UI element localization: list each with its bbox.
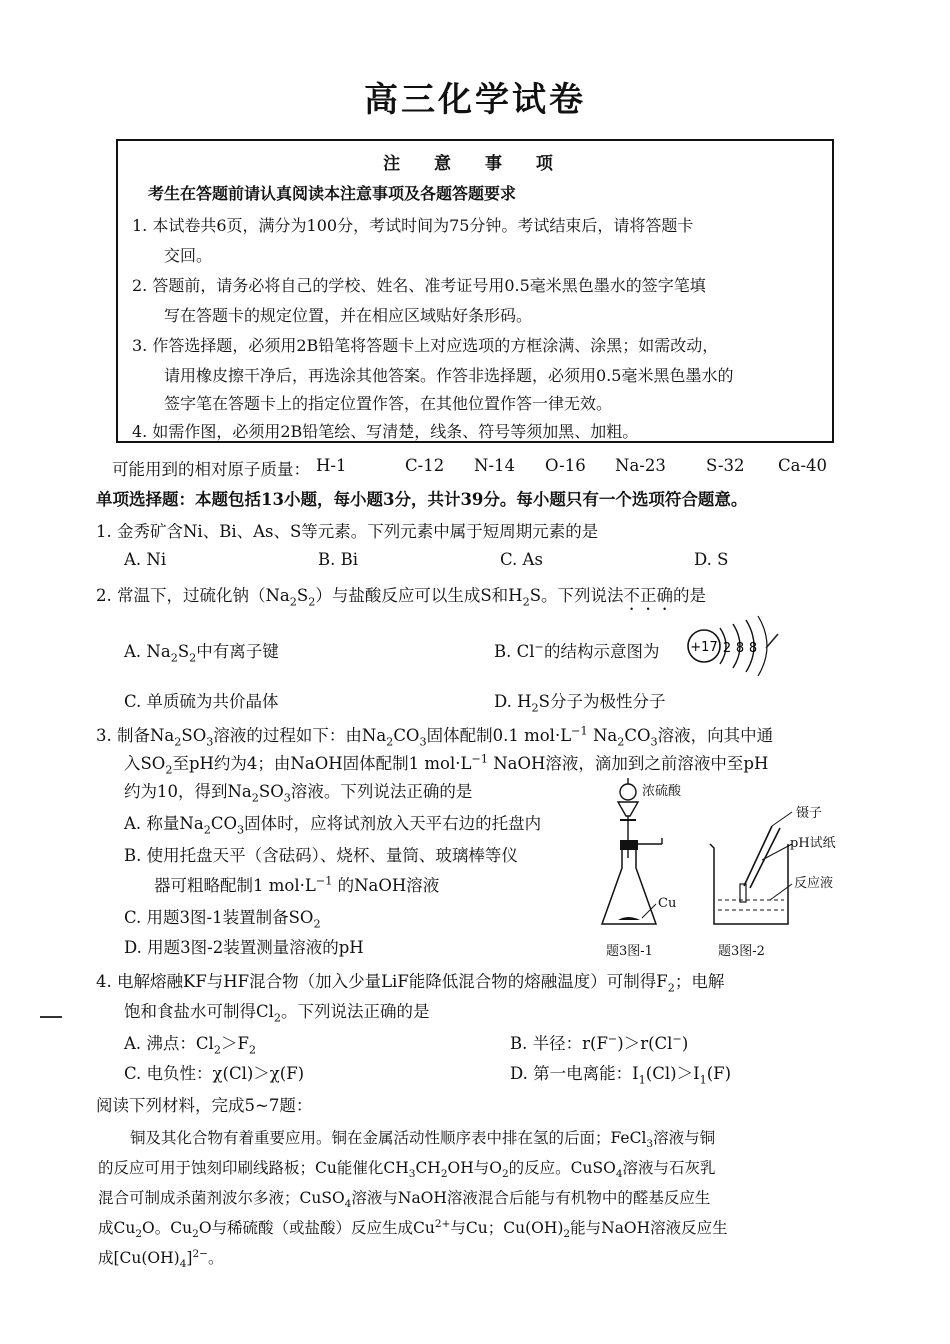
tweezers-arm — [744, 826, 772, 886]
beaker — [710, 844, 788, 924]
question-3-stem-line3: 约为10，得到$Na_2SO_3$溶液。下列说法正确的是 — [124, 782, 473, 805]
figure-3-2-apparatus — [700, 800, 800, 940]
atomic-mass-item: N-14 — [474, 456, 516, 475]
q4-option-d: D. 第一电离能：$I_1(Cl)>I_1(F)$ — [510, 1064, 732, 1087]
notice-line: 1. 本试卷共6页，满分为100分，考试时间为75分钟。考试结束后，请将答题卡 — [132, 216, 694, 235]
notice-box — [116, 139, 834, 443]
atomic-mass-item: Ca-40 — [778, 456, 828, 475]
funnel-bulb — [620, 784, 636, 800]
q3-option-d: D. 用题3图-2装置测量溶液的pH — [124, 938, 364, 957]
section-header: 单项选择题：本题包括13小题，每小题3分，共计39分。每小题只有一个选项符合题意。 — [96, 490, 748, 509]
q2-option-d: D. $H_2S$分子为极性分子 — [494, 692, 666, 715]
q3-option-a: A. 称量$Na_2CO_3$固体时，应将试剂放入天平右边的托盘内 — [124, 814, 542, 837]
emphasis-not-correct: 不正确 — [623, 586, 674, 605]
q1-option-c: C. As — [500, 550, 543, 569]
q1-option-d: D. S — [694, 550, 729, 569]
passage-line: 混合可制成杀菌剂波尔多液；CuSO$_4$溶液与NaOH溶液混合后能与有机物中的醛基反应生 — [98, 1189, 711, 1211]
conical-flask — [602, 850, 656, 924]
shell-electrons: 8 — [735, 641, 745, 656]
q4-option-a: A. 沸点：$Cl_2>F_2$ — [124, 1034, 257, 1057]
atomic-mass-item: O-16 — [545, 456, 586, 475]
passage-line: 铜及其化合物有着重要应用。铜在金属活动性顺序表中排在氢的后面；FeCl$_3$溶液与铜 — [130, 1129, 716, 1151]
funnel-body — [618, 802, 638, 816]
atomic-mass-item: C-12 — [405, 456, 445, 475]
q4-option-c: C. 电负性：χ(Cl)＞χ(F) — [124, 1064, 305, 1083]
figure-3-1-apparatus — [590, 772, 710, 962]
passage-line: 成$[Cu(OH)_4]^{2-}$。 — [98, 1247, 224, 1271]
q3-option-b-cont: 器可粗略配制1 $mol\cdot L^{-1}$ 的NaOH溶液 — [154, 874, 440, 895]
notice-line: 3. 作答选择题，必须用2B铅笔将答题卡上对应选项的方框涂满、涂黑；如需改动， — [132, 336, 719, 355]
figure-3-1-caption: 题3图-1 — [606, 944, 653, 959]
shell-electrons: 2 — [722, 641, 732, 656]
question-3-stem-line2: 入$SO_2$至pH约为4；由NaOH固体配制1 $mol\cdot L^{-1}$ NaOH溶液，滴加到之前溶液中至pH — [124, 752, 769, 777]
page-title: 高三化学试卷 — [364, 80, 586, 120]
label-ph-paper: pH试纸 — [790, 836, 836, 851]
copper-pieces — [618, 917, 640, 920]
notice-line: 2. 答题前，请务必将自己的学校、姓名、准考证号用0.5毫米黑色墨水的签字笔填 — [132, 276, 706, 295]
reading-intro: 阅读下列材料，完成5~7题： — [96, 1096, 313, 1115]
flask-stopper — [620, 840, 638, 850]
q1-option-b: B. Bi — [318, 550, 359, 569]
question-1-stem: 1. 金秀矿含Ni、Bi、As、S等元素。下列元素中属于短周期元素的是 — [96, 522, 599, 541]
question-4-stem-line2: 饱和食盐水可制得$Cl_2$。下列说法正确的是 — [124, 1002, 430, 1025]
figure-3-2-caption: 题3图-2 — [718, 944, 765, 959]
atomic-mass-item: H-1 — [316, 456, 347, 475]
label-reaction-liquid: 反应液 — [794, 876, 834, 891]
q1-option-a: A. Ni — [124, 550, 167, 569]
label-conc-sulfuric-acid: 浓硫酸 — [642, 784, 682, 799]
tweezers-leader — [772, 812, 792, 826]
passage-line: 成$Cu_2O$。$Cu_2O$与稀硫酸（或盐酸）反应生成$Cu^{2+}$与Cu；$Cu(OH)_2$能与NaOH溶液反应生 — [98, 1217, 728, 1241]
q3-option-c: C. 用题3图-1装置制备$SO_2$ — [124, 908, 321, 931]
q4-option-b: B. 半径：r(F−)＞r(Cl−) — [510, 1032, 689, 1053]
q2-option-c: C. 单质硫为共价晶体 — [124, 692, 279, 711]
q3-option-b: B. 使用托盘天平（含砝码）、烧杯、量筒、玻璃棒等仪 — [124, 846, 518, 865]
notice-line: 签字笔在答题卡上的指定位置作答，在其他位置作答一律无效。 — [164, 394, 613, 413]
notice-line: 写在答题卡的规定位置，并在相应区域贴好条形码。 — [164, 306, 533, 325]
question-3-stem-line1: 3. 制备$Na_2SO_3$溶液的过程如下：由$Na_2CO_3$固体配制0.1 $mol\cdot L^{-1}$ $Na_2CO_3$溶液，向其中通 — [96, 724, 774, 749]
notice-line: 请用橡皮擦干净后，再选涂其他答案。作答非选择题，必须用0.5毫米黑色墨水的 — [164, 366, 734, 385]
notice-line: 4. 如需作图，必须用2B铅笔绘、写清楚，线条、符号等须加黑、加粗。 — [132, 422, 639, 441]
pen-mark-stroke — [766, 634, 778, 648]
question-4-stem-line1: 4. 电解熔融KF与HF混合物（加入少量LiF能降低混合物的熔融温度）可制得$F_2$；电解 — [96, 972, 725, 995]
notice-line: 交回。 — [164, 246, 213, 265]
shell-electrons: 8 — [748, 641, 758, 656]
passage-line: 的反应可用于蚀刻印刷线路板；Cu能催化$CH_3CH_2OH$与$O_2$的反应。CuSO$_4$溶液与石灰乳 — [98, 1159, 716, 1181]
q2-option-a: A. $Na_2S_2$中有离子键 — [124, 642, 279, 665]
q2-option-b: B. Cl−的结构示意图为 — [494, 640, 660, 661]
atomic-masses-label: 可能用到的相对原子质量： — [112, 460, 310, 479]
label-cu: Cu — [658, 896, 677, 911]
notice-heading: 注 意 事 项 — [383, 154, 567, 174]
ph-paper — [740, 884, 746, 902]
pen-mark — [762, 630, 782, 652]
notice-subtitle: 考生在答题前请认真阅读本注意事项及各题答题要求 — [148, 184, 517, 203]
atomic-mass-item: Na-23 — [615, 456, 666, 475]
atomic-mass-item: S-32 — [706, 456, 745, 475]
question-2-stem: 2. 常温下，过硫化钠$(Na_2S_2)$与盐酸反应可以生成S和$H_2S$。下列说法不正确的是 — [96, 586, 707, 609]
margin-mark — [40, 1016, 62, 1018]
label-tweezers: 镊子 — [796, 806, 823, 821]
nucleus-charge: +17 — [690, 640, 718, 655]
